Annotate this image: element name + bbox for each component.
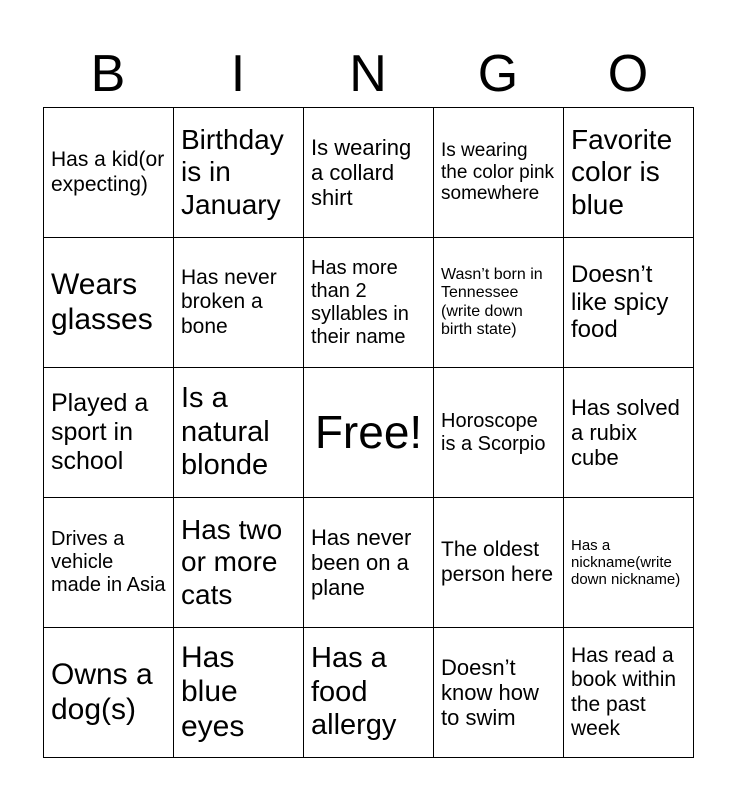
free-space-label: Free!: [314, 406, 423, 459]
bingo-cell[interactable]: [564, 108, 694, 238]
bingo-cell[interactable]: [304, 108, 434, 238]
bingo-cell-text: Has more than 2 syllables in their name: [311, 256, 409, 348]
bingo-cell[interactable]: [44, 238, 174, 368]
bingo-cell[interactable]: [44, 628, 174, 758]
bingo-cell[interactable]: [434, 238, 564, 368]
bingo-cell[interactable]: [44, 498, 174, 628]
bingo-cell[interactable]: [174, 628, 304, 758]
bingo-cell[interactable]: [304, 498, 434, 628]
bingo-cell[interactable]: [564, 498, 694, 628]
bingo-cell[interactable]: [44, 368, 174, 498]
bingo-cell-text: Wasn’t born in Tennessee (write down birth state): [441, 265, 543, 338]
header-letter-b: B: [90, 45, 126, 103]
header-letter-i: I: [230, 45, 246, 103]
bingo-cell-text: Is wearing a collard shirt: [311, 134, 412, 211]
bingo-cell-text: The oldest person here: [441, 538, 554, 586]
bingo-cell-text: Has solved a rubix cube: [571, 394, 680, 471]
bingo-cell-text: Has never been on a plane: [311, 524, 412, 601]
bingo-cell-text: Has a kid(or expecting): [51, 148, 165, 196]
bingo-cell-text: Has two or more cats: [181, 514, 283, 610]
bingo-cell[interactable]: [174, 238, 304, 368]
bingo-cell-text: Doesn’t like spicy food: [571, 261, 669, 344]
free-space-cell[interactable]: [304, 368, 434, 498]
bingo-cell-text: Is a natural blonde: [181, 382, 270, 482]
bingo-cell[interactable]: [174, 368, 304, 498]
bingo-cell-text: Owns a dog(s): [51, 658, 153, 726]
bingo-cell-text: Birthday is in January: [181, 124, 284, 220]
bingo-cell[interactable]: [304, 238, 434, 368]
bingo-cell[interactable]: [564, 368, 694, 498]
bingo-cell[interactable]: [174, 498, 304, 628]
bingo-cell-text: Has never broken a bone: [181, 266, 277, 338]
header-letter-o: O: [607, 45, 649, 103]
bingo-cell-text: Horoscope is a Scorpio: [441, 409, 546, 455]
bingo-cell-text: Favorite color is blue: [571, 124, 673, 220]
bingo-cell-text: Is wearing the color pink somewhere: [441, 139, 555, 205]
bingo-cell[interactable]: [434, 628, 564, 758]
bingo-cell-text: Played a sport in school: [51, 389, 149, 475]
bingo-header: [43, 40, 693, 108]
bingo-cell[interactable]: [564, 628, 694, 758]
bingo-cell[interactable]: [174, 108, 304, 238]
bingo-cell-text: Has blue eyes: [181, 640, 245, 743]
bingo-cell-text: Wears glasses: [51, 268, 153, 336]
bingo-cell[interactable]: [564, 238, 694, 368]
bingo-cell[interactable]: [434, 498, 564, 628]
bingo-cell-text: Has read a book within the past week: [571, 644, 677, 740]
bingo-cell[interactable]: [434, 108, 564, 238]
bingo-grid: [43, 107, 694, 758]
bingo-cell-text: Has a food allergy: [311, 642, 397, 742]
header-letter-g: G: [477, 45, 519, 103]
header-letter-n: N: [349, 45, 387, 103]
bingo-cell[interactable]: [44, 108, 174, 238]
bingo-cell-text: Doesn’t know how to swim: [441, 654, 539, 731]
bingo-cell[interactable]: [304, 628, 434, 758]
bingo-cell[interactable]: [434, 368, 564, 498]
bingo-cell-text: Drives a vehicle made in Asia: [51, 528, 166, 596]
bingo-cell-text: Has a nickname(write down nickname): [571, 536, 681, 589]
